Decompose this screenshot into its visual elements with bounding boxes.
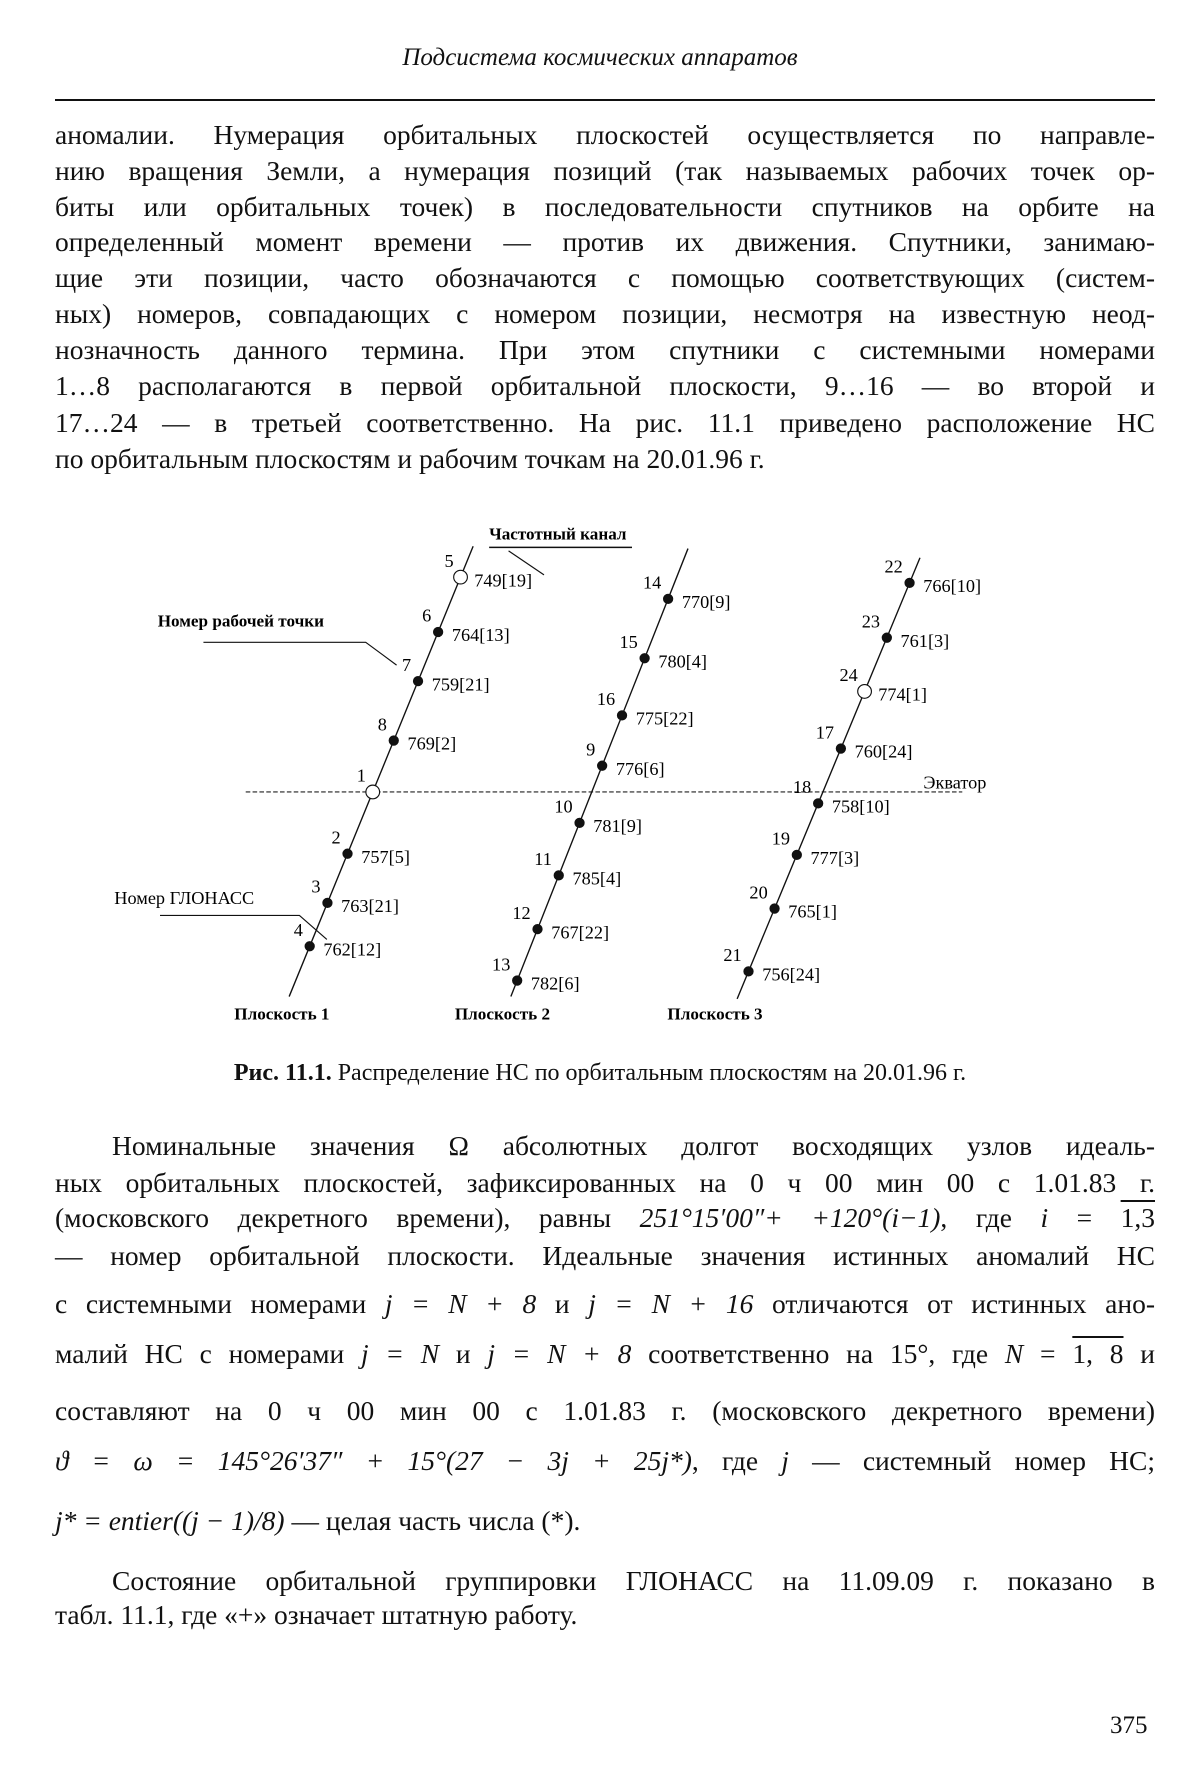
text-segment: Номинальные значения Ω абсолютных долгот восходящих узлов идеаль- (112, 1130, 1155, 1161)
text-segment: (московского декретного времени), равны (55, 1202, 640, 1233)
work-point-number: 2 (332, 827, 341, 847)
glonass-value: 762[12] (323, 939, 381, 959)
text-segment: , где (692, 1445, 781, 1476)
text-line: табл. 11.1, где «+» означает штатную работу. (55, 1600, 1155, 1630)
work-point-number: 17 (816, 722, 834, 742)
caption-label: Рис. 11.1. (234, 1060, 332, 1086)
plane-label: Плоскость 2 (455, 1004, 550, 1023)
text-line: щие эти позиции, часто обозначаются с помощью соответствующих (систем- (55, 263, 1155, 293)
text-segment: — целая часть числа (*). (285, 1505, 581, 1536)
formula-segment: i (1040, 1202, 1048, 1233)
formula-segment: 251°15′00″+ +120°(i−1) (640, 1202, 941, 1233)
caption-text: Распределение НС по орбитальным плоскостям на 20.01.96 г. (332, 1060, 966, 1086)
orbital-plane-line (737, 558, 920, 999)
satellite-marker (575, 818, 584, 827)
text-segment: = (1023, 1338, 1072, 1369)
work-point-number: 5 (445, 551, 454, 571)
satellite-marker (389, 736, 398, 745)
work-point-number: 9 (586, 739, 595, 759)
glonass-value: 761[3] (901, 631, 950, 651)
text-line: биты или орбитальных точек) в последовательности спутников на орбите на (55, 192, 1155, 222)
satellite-marker (305, 942, 314, 951)
running-header: Подсистема космических аппаратов (0, 44, 1200, 72)
work-point-number: 6 (422, 606, 431, 626)
text-line (55, 1241, 1155, 1271)
text-line (55, 1506, 1155, 1536)
text-line (112, 1131, 1155, 1161)
work-point-arrow (203, 642, 396, 665)
text-segment: , где (940, 1202, 1040, 1233)
work-point-number: 3 (311, 877, 320, 897)
work-point-number: 24 (839, 665, 857, 685)
satellite-hollow-marker (858, 685, 872, 699)
formula-segment: N (1005, 1338, 1023, 1369)
text-segment: — номер орбитальной плоскости. Идеальные значения истинных аномалий НС (55, 1240, 1155, 1271)
formula-segment: j* = entier((j − 1)/8) (55, 1505, 285, 1536)
work-point-number: 13 (492, 954, 510, 974)
work-point-number: 23 (862, 611, 880, 631)
glonass-value: 775[22] (636, 709, 694, 729)
work-point-number: 10 (554, 797, 572, 817)
glonass-value: 781[9] (593, 816, 642, 836)
work-point-number: 11 (534, 849, 552, 869)
glonass-value: 763[21] (341, 896, 399, 916)
formula-segment: j = N + 8 (487, 1338, 631, 1369)
glonass-value: 749[19] (474, 570, 532, 590)
text-line (55, 1446, 1155, 1476)
work-point-number: 15 (619, 632, 637, 652)
glonass-value: 760[24] (855, 742, 913, 762)
freq-channel-label: Частотный канал (489, 524, 627, 543)
text-line: 17…24 — в третьей соответственно. На рис. 11.1 приведено расположение НС (55, 408, 1155, 438)
formula-segment: 1, 8 (1072, 1338, 1123, 1369)
glonass-value: 756[24] (762, 965, 820, 985)
glonass-value: 780[4] (658, 651, 707, 671)
text-line: аномалии. Нумерация орбитальных плоскостей осуществляется по направле- (55, 120, 1155, 150)
work-point-number: 7 (402, 655, 411, 675)
satellite-marker (836, 744, 845, 753)
glonass-value: 766[10] (923, 576, 981, 596)
work-point-number: 1 (357, 766, 366, 786)
formula-segment: j = N + 16 (588, 1288, 753, 1319)
glonass-value: 785[4] (572, 869, 621, 889)
glonass-value: 777[3] (811, 848, 860, 868)
text-line: Состояние орбитальной группировки ГЛОНАСС на 11.09.09 г. показано в (112, 1566, 1155, 1596)
work-point-number: 18 (793, 777, 811, 797)
page-number: 375 (1110, 1712, 1148, 1740)
text-segment: и (536, 1288, 588, 1319)
text-line (55, 1339, 1155, 1369)
plane-label: Плоскость 3 (667, 1004, 762, 1023)
text-segment: = (1048, 1202, 1121, 1233)
text-line: нозначность данного термина. При этом спутники с системными номерами (55, 335, 1155, 365)
text-line (55, 1396, 1155, 1426)
work-point-number: 14 (643, 573, 661, 593)
work-point-number: 16 (597, 689, 615, 709)
glonass-value: 770[9] (682, 592, 731, 612)
glonass-value: 776[6] (616, 759, 665, 779)
text-segment: ных орбитальных плоскостей, зафиксированных на 0 ч 00 мин 00 с 1.01.83 г. (55, 1167, 1155, 1198)
text-line: ных) номеров, совпадающих с номером позиции, несмотря на известную неод- (55, 299, 1155, 329)
glonass-value: 758[10] (832, 797, 890, 817)
glonass-value: 767[22] (551, 922, 609, 942)
formula-segment: j = N (361, 1338, 439, 1369)
satellite-marker (513, 976, 522, 985)
work-point-number: 8 (378, 714, 387, 734)
work-point-number: 21 (723, 945, 741, 965)
glonass-number-label: Номер ГЛОНАСС (114, 888, 254, 908)
satellite-marker (413, 677, 422, 686)
satellite-hollow-marker (454, 570, 468, 584)
text-line (55, 1289, 1155, 1319)
satellite-marker (744, 967, 753, 976)
text-line: 1…8 располагаются в первой орбитальной плоскости, 9…16 — во второй и (55, 371, 1155, 401)
text-segment: — системный номер НС; (789, 1445, 1155, 1476)
work-point-number: 19 (772, 829, 790, 849)
formula-segment: ϑ = ω = 145°26′37″ + 15°(27 − 3j + 25j*) (55, 1445, 692, 1476)
text-segment: с системными номерами (55, 1288, 385, 1319)
satellite-marker (814, 799, 823, 808)
satellite-marker (882, 633, 891, 642)
satellite-marker (343, 849, 352, 858)
satellite-marker (598, 761, 607, 770)
text-segment: соответственно на 15°, где (631, 1338, 1005, 1369)
equator-label: Экватор (923, 773, 986, 793)
figure-caption (0, 1060, 1200, 1087)
formula-segment: 1,3 (1121, 1202, 1155, 1233)
text-segment: и (439, 1338, 487, 1369)
text-line: определенный момент времени — против их движения. Спутники, занимаю- (55, 227, 1155, 257)
glonass-value: 765[1] (788, 902, 837, 922)
text-line: по орбитальным плоскостям и рабочим точкам на 20.01.96 г. (55, 444, 1155, 474)
glonass-value: 769[2] (407, 734, 456, 754)
satellite-marker (664, 594, 673, 603)
formula-segment: j (781, 1445, 789, 1476)
text-segment: составляют на 0 ч 00 мин 00 с 1.01.83 г. (московского декретного времени) (55, 1395, 1155, 1426)
satellite-marker (770, 904, 779, 913)
work-point-number: 12 (512, 903, 530, 923)
satellite-marker (640, 654, 649, 663)
work-point-number: 20 (749, 882, 767, 902)
satellite-marker (323, 898, 332, 907)
text-segment: и (1124, 1338, 1156, 1369)
satellite-marker (617, 711, 626, 720)
glonass-value: 764[13] (452, 625, 510, 645)
satellite-marker (905, 578, 914, 587)
glonass-value: 782[6] (531, 974, 580, 994)
satellite-marker (554, 871, 563, 880)
satellite-marker (434, 627, 443, 636)
glonass-value: 759[21] (432, 674, 490, 694)
formula-segment: j = N + 8 (385, 1288, 536, 1319)
satellite-marker (533, 925, 542, 934)
text-line: нию вращения Земли, а нумерация позиций (так называемых рабочих точек ор- (55, 156, 1155, 186)
text-segment: малий НС с номерами (55, 1338, 361, 1369)
text-line (55, 1168, 1155, 1198)
work-point-number: 4 (294, 920, 303, 940)
text-segment: отличаются от истинных ано- (753, 1288, 1155, 1319)
plane-label: Плоскость 1 (234, 1004, 329, 1023)
work-point-label: Номер рабочей точки (158, 611, 324, 630)
text-line (55, 1203, 1155, 1233)
glonass-value: 774[1] (878, 685, 927, 705)
glonass-value: 757[5] (361, 847, 410, 867)
satellite-marker (792, 850, 801, 859)
work-point-number: 22 (884, 557, 902, 577)
satellite-hollow-marker (366, 785, 380, 799)
